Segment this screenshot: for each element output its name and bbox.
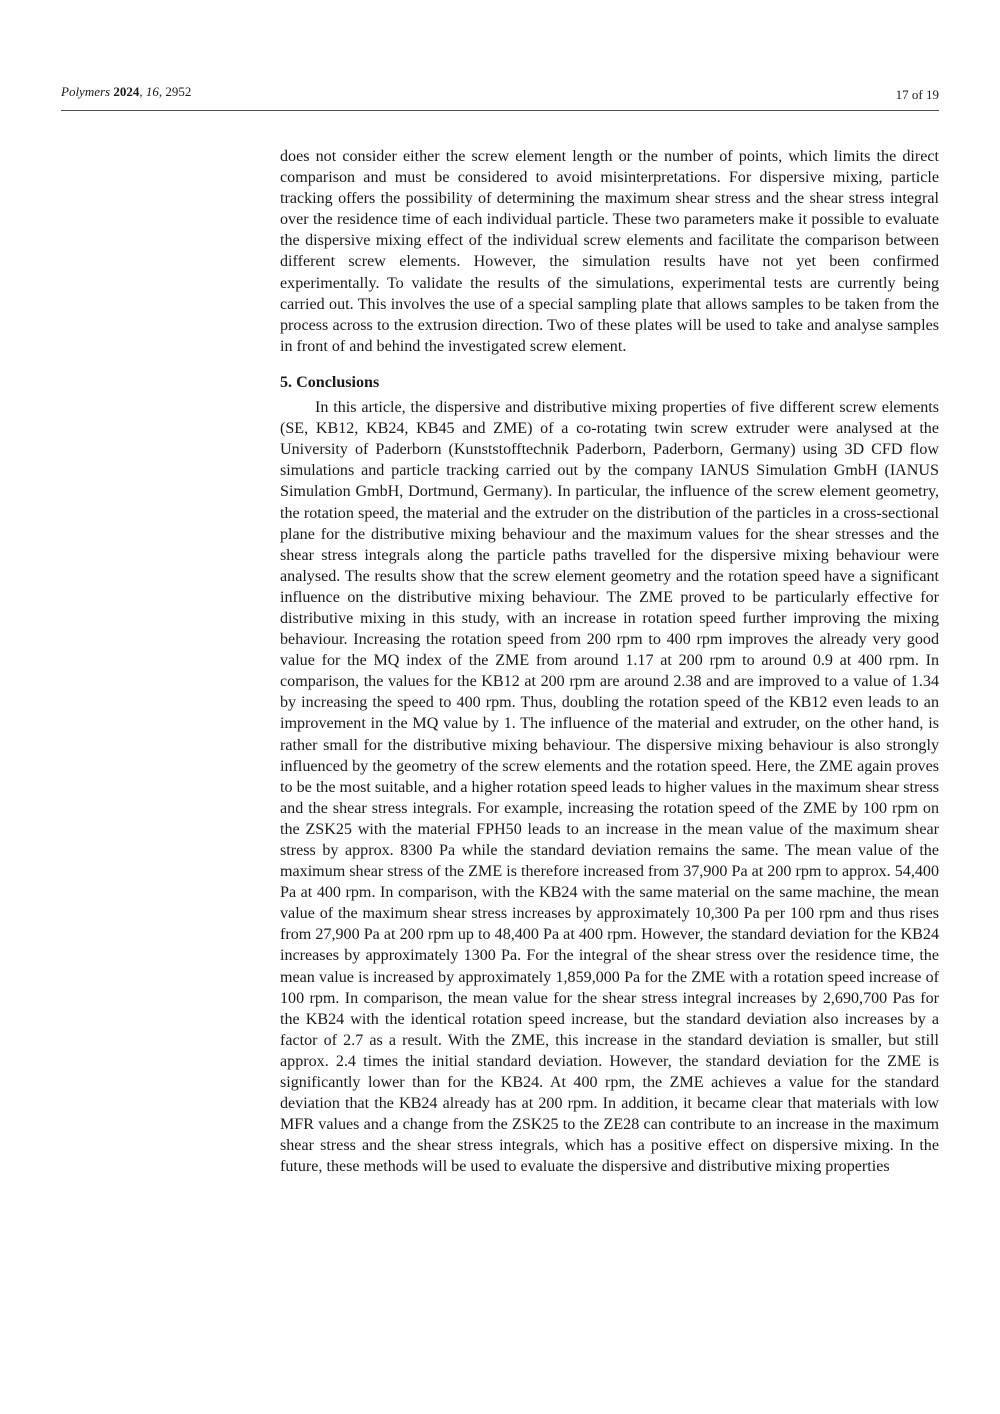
main-text-column (280, 146, 939, 1178)
page-number: 17 of 19 (895, 87, 939, 102)
conclusions-paragraph: In this article, the dispersive and distributive mixing properties of five different screw elements (SE, KB12, KB24, KB45 and ZME) of a co-rotating twin screw extruder were analysed at the University of Paderborn (Kunststofftechnik Paderborn, Paderborn, Germany) using 3D CFD flow simulations and particle tracking carried out by the company IANUS Simulation GmbH (IANUS Simulation GmbH, Dortmund, Germany). In particular, the influence of the screw element geometry, the rotation speed, the material and the extruder on the distribution of the particles in a cross-sectional plane for the distributive mixing behaviour and the maximum values for the shear stresses and the shear stress integrals along the particle paths travelled for the dispersive mixing behaviour were analysed. The results show that the screw element geometry and the rotation speed have a significant influence on the distributive mixing behaviour. The ZME proved to be particularly effective for distributive mixing in this study, with an increase in rotation speed further improving the mixing behaviour. Increasing the rotation speed from 200 rpm to 400 rpm improves the already very good value for the MQ index of the ZME from around 1.17 at 200 rpm to around 0.9 at 400 rpm. In comparison, the values for the KB12 at 200 rpm are around 2.38 and are improved to a value of 1.34 by increasing the speed to 400 rpm. Thus, doubling the rotation speed of the KB12 even leads to an improvement in the MQ value by 1. The influence of the material and extruder, on the other hand, is rather small for the distributive mixing behaviour. The dispersive mixing behaviour is also strongly influenced by the geometry of the screw elements and the rotation speed. Here, the ZME again proves to be the most suitable, and a higher rotation speed leads to higher values in the maximum shear stress and the shear stress integrals. For example, increasing the rotation speed of the ZME by 100 rpm on the ZSK25 with the material FPH50 leads to an increase in the mean value of the maximum shear stress by approx. 8300 Pa while the standard deviation remains the same. The mean value of the maximum shear stress of the ZME is therefore increased from 37,900 Pa at 200 rpm to approx. 54,400 Pa at 400 rpm. In comparison, with the KB24 with the same material on the same machine, the mean value of the maximum shear stress increases by approximately 10,300 Pa per 100 rpm and thus rises from 27,900 Pa at 200 rpm up to 48,400 Pa at 400 rpm. However, the standard deviation for the KB24 increases by approximately 1300 Pa. For the integral of the shear stress over the residence time, the mean value is increased by approximately 1,859,000 Pa for the ZME with a rotation speed increase of 100 rpm. In comparison, the mean value for the shear stress integral increases by 2,690,700 Pas for the KB24 with the identical rotation speed increase, but the standard deviation also increases by a factor of 2.7 as a result. With the ZME, this increase in the standard deviation is smaller, but still approx. 2.4 times the initial standard deviation. However, the standard deviation for the ZME is significantly lower than for the KB24. At 400 rpm, the ZME achieves a value for the standard deviation that the KB24 already has at 200 rpm. In addition, it became clear that materials with low MFR values and a change from the ZSK25 to the ZE28 can contribute to an increase in the maximum shear stress and the shear stress integrals, which has a positive effect on dispersive mixing. In the future, these methods will be used to evaluate the dispersive and distributive mixing properties (280, 399, 939, 1176)
journal-citation (61, 84, 191, 100)
running-header (61, 82, 939, 111)
journal-name: Polymers (61, 84, 111, 99)
citation-separator-2: , (158, 84, 166, 99)
body-paragraph-continued: does not consider either the screw element length or the number of points, which limits the direct comparison and must be considered to avoid misinterpretations. For dispersive mixing, particle tracking offers the possibility of determining the maximum shear stress and the shear stress integral over the residence time of each individual particle. These two parameters make it possible to evaluate the dispersive mixing effect of the individual screw elements and facilitate the comparison between different screw elements. However, the simulation results have not yet been confirmed experimentally. To validate the results of the simulations, experimental tests are currently being carried out. This involves the use of a special sampling plate that allows samples to be taken from the process across to the extrusion direction. Two of these plates will be used to take and analyse samples in front of and behind the investigated screw element. (280, 148, 939, 355)
journal-year: 2024 (113, 84, 140, 99)
citation-separator-1: , (139, 84, 146, 99)
section-heading-conclusions: 5. Conclusions (280, 373, 380, 391)
article-number: 2952 (165, 84, 192, 99)
journal-volume: 16 (145, 84, 159, 99)
